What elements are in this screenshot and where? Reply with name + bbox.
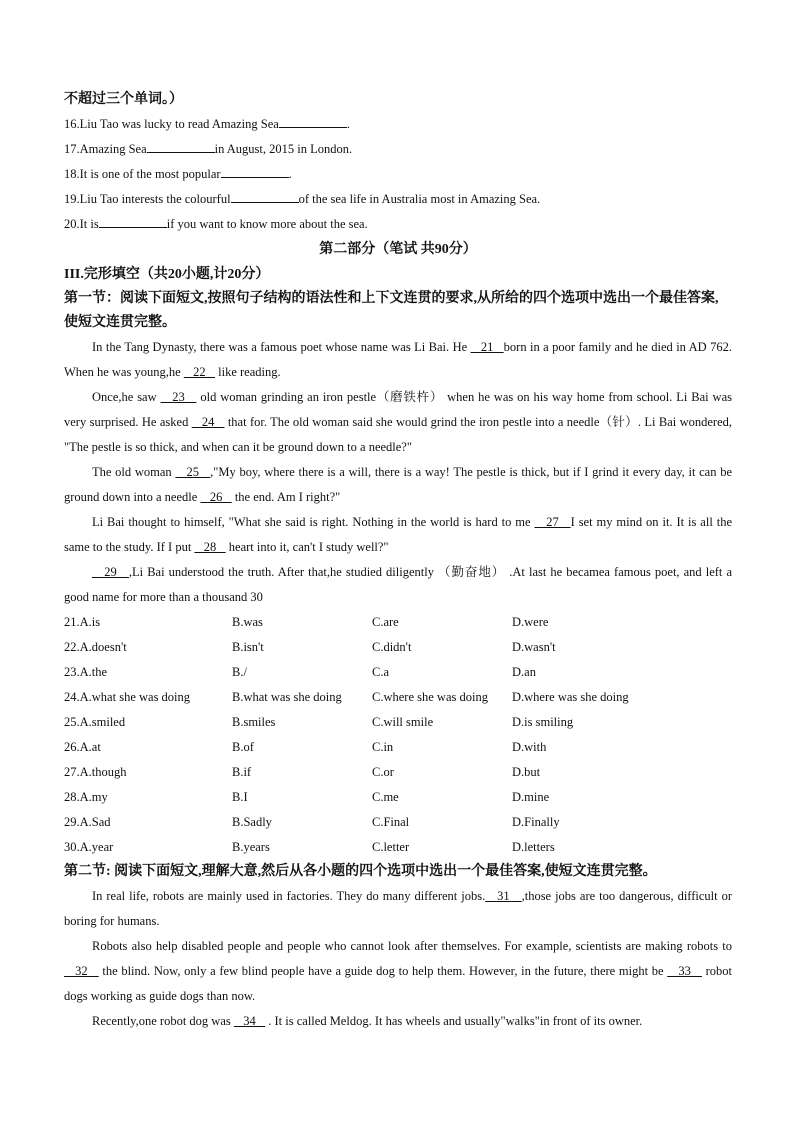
section2-instructions: 第二节: 阅读下面短文,理解大意,然后从各小题的四个选项中选出一个最佳答案,使短文连贯完整。 bbox=[64, 864, 657, 879]
answer-blank[interactable] bbox=[279, 114, 347, 128]
reading-passage bbox=[64, 884, 732, 1034]
exam-page bbox=[64, 88, 732, 1034]
option-row: 26.A.at B.of C.in D.with bbox=[64, 740, 547, 754]
fill-item-17: 17.Amazing Sea in August, 2015 in London. bbox=[64, 137, 732, 162]
fill-item-19: 19.Liu Tao interests the colourful of the sea life in Australia most in Amazing Sea. bbox=[64, 187, 732, 212]
blank-28: 28 bbox=[194, 540, 226, 554]
cloze-passage bbox=[64, 335, 732, 610]
blank-22: 22 bbox=[183, 365, 216, 379]
passage-paragraph-2: Once,he saw 23 old woman grinding an iron pestle（磨铁杵） when he was on his way home from school. Li Bai was very surprised. He asked 24 that for. The old woman said she would grind the iron pestle into a needle（针）. Li Bai wondered, "The pestle is so thick, and when can it be ground down to a needle?" bbox=[64, 390, 733, 454]
blank-29: 29 bbox=[92, 565, 129, 579]
robot-paragraph-1: In real life, robots are mainly used in factories. They do many different jobs. 31 ,those jobs are too dangerous, difficult or boring for humans. bbox=[64, 889, 733, 928]
passage-paragraph-5: 29 ,Li Bai understood the truth. After that,he studied diligently （勤奋地） .At last he becamea famous poet, and left a good name for more than a thousand 30 bbox=[64, 565, 733, 604]
robot-paragraph-3: Recently,one robot dog was 34 . It is called Meldog. It has wheels and usually"walks"in front of its owner. bbox=[92, 1014, 643, 1028]
fill-items bbox=[64, 112, 732, 237]
blank-24: 24 bbox=[191, 415, 225, 429]
blank-23: 23 bbox=[160, 390, 197, 404]
passage-paragraph-1: In the Tang Dynasty, there was a famous poet whose name was Li Bai. He 21 born in a poor family and he died in AD 762. When he was young,he 22 like reading. bbox=[64, 340, 733, 379]
passage-paragraph-4: Li Bai thought to himself, "What she said is right. Nothing in the world is hard to me 27 I set my mind on it. It is all the same to the study. If I put 28 heart into it, can't I study well?" bbox=[64, 515, 733, 554]
option-row: 23.A.the B./ C.a D.an bbox=[64, 665, 536, 679]
fill-item-18: 18.It is one of the most popular . bbox=[64, 162, 732, 187]
blank-27: 27 bbox=[534, 515, 571, 529]
blank-25: 25 bbox=[175, 465, 211, 479]
blank-26: 26 bbox=[200, 490, 232, 504]
fill-item-16: 16.Liu Tao was lucky to read Amazing Sea . bbox=[64, 112, 732, 137]
option-row: 25.A.smiled B.smiles C.will smile D.is smiling bbox=[64, 715, 574, 729]
section1-instructions: 第一节：阅读下面短文,按照句子结构的语法性和上下文连贯的要求,从所给的四个选项中选出一个最佳答案,使短文连贯完整。 bbox=[64, 291, 719, 330]
robot-paragraph-2: Robots also help disabled people and people who cannot look after themselves. For example, scientists are making robots to 32 the blind. Now, only a few blind people have a guide dog to help them. However, in the future, there might be 33 robot dogs working as guide dogs than now. bbox=[64, 939, 733, 1003]
answer-blank[interactable] bbox=[99, 214, 167, 228]
blank-32: 32 bbox=[64, 964, 99, 978]
answer-blank[interactable] bbox=[221, 164, 289, 178]
part2-title: 第二部分（笔试 共90分） bbox=[319, 242, 477, 257]
answer-blank[interactable] bbox=[147, 139, 215, 153]
option-row: 24.A.what she was doing B.what was she doing C.where she was doing D.where was she doing bbox=[64, 690, 629, 704]
option-row: 27.A.though B.if C.or D.but bbox=[64, 765, 541, 779]
answer-blank[interactable] bbox=[231, 189, 299, 203]
blank-33: 33 bbox=[667, 964, 702, 978]
option-table bbox=[64, 610, 732, 860]
blank-31: 31 bbox=[485, 889, 522, 903]
option-row: 28.A.my B.I C.me D.mine bbox=[64, 790, 550, 804]
option-row: 21.A.is B.was C.are D.were bbox=[64, 615, 549, 629]
option-row: 30.A.year B.years C.letter D.letters bbox=[64, 840, 555, 854]
top-note: 不超过三个单词。） bbox=[64, 92, 183, 107]
passage-paragraph-3: The old woman 25 ,"My boy, where there is a will, there is a way! The pestle is thick, but if I grind it every day, it can be ground down into a needle 26 the end. Am I right?" bbox=[64, 465, 732, 504]
fill-item-20: 20.It is if you want to know more about the sea. bbox=[64, 212, 732, 237]
section3-title: III.完形填空（共20小题,计20分） bbox=[64, 267, 270, 282]
blank-34: 34 bbox=[233, 1014, 266, 1028]
option-row: 22.A.doesn't B.isn't C.didn't D.wasn't bbox=[64, 640, 556, 654]
option-row: 29.A.Sad B.Sadly C.Final D.Finally bbox=[64, 815, 560, 829]
blank-21: 21 bbox=[470, 340, 504, 354]
